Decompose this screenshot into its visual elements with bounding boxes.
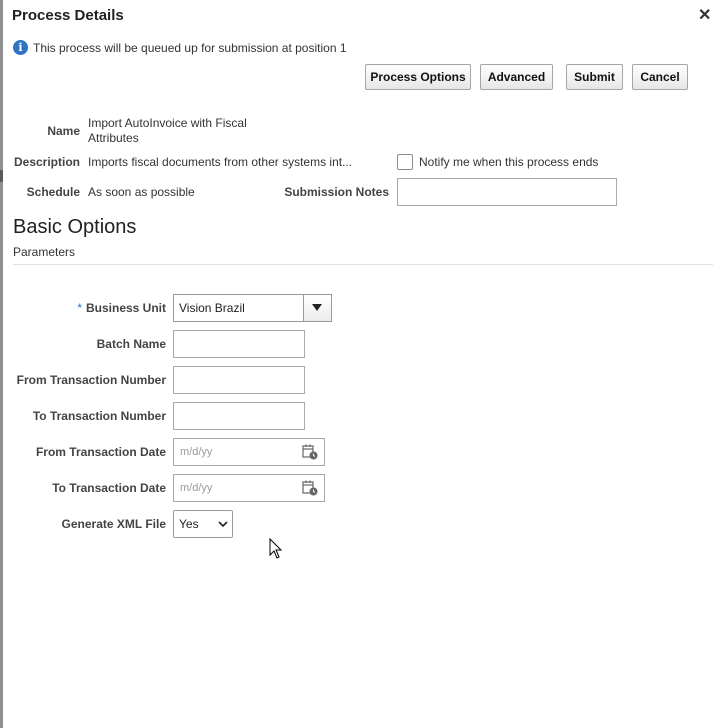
generate-xml-label: Generate XML File (61, 517, 166, 531)
from-transaction-number-label: From Transaction Number (16, 373, 166, 387)
submission-notes-label: Submission Notes (284, 185, 389, 199)
generate-xml-select[interactable] (173, 510, 233, 538)
notify-checkbox[interactable] (397, 154, 413, 170)
from-transaction-number-input[interactable] (173, 366, 305, 394)
business-unit-label-text: Business Unit (85, 301, 166, 315)
generate-xml-value: Yes (179, 517, 199, 531)
cancel-button[interactable]: Cancel (632, 64, 688, 90)
submit-button[interactable]: Submit (566, 64, 623, 90)
mouse-cursor-icon (269, 538, 283, 559)
to-transaction-number-label: To Transaction Number (32, 409, 166, 423)
calendar-icon[interactable] (301, 443, 319, 461)
dropdown-arrow-icon[interactable] (303, 295, 331, 321)
name-label: Name (47, 124, 80, 138)
basic-options-title: Basic Options (13, 216, 137, 238)
from-transaction-date-label: From Transaction Date (35, 445, 166, 459)
business-unit-select[interactable] (173, 294, 332, 322)
section-divider (13, 264, 713, 265)
name-value-line2: Attributes (88, 131, 139, 145)
to-transaction-date-input[interactable] (173, 474, 325, 502)
required-star: * (77, 301, 82, 315)
window-left-edge (0, 0, 3, 728)
to-transaction-date-label: To Transaction Date (52, 481, 166, 495)
description-value: Imports fiscal documents from other systems int... (88, 155, 353, 169)
chevron-down-icon (218, 521, 228, 528)
schedule-label: Schedule (26, 185, 80, 199)
business-unit-label (20, 301, 166, 315)
calendar-icon[interactable] (301, 479, 319, 497)
submission-notes-input[interactable] (397, 178, 617, 206)
notify-label: Notify me when this process ends (419, 155, 599, 169)
from-transaction-date-input[interactable] (173, 438, 325, 466)
from-date-placeholder: m/d/yy (180, 446, 213, 458)
info-message-row (13, 40, 347, 55)
to-date-placeholder: m/d/yy (180, 482, 213, 494)
description-label: Description (13, 155, 80, 169)
info-message: This process will be queued up for submission at position 1 (33, 40, 347, 55)
info-icon: i (13, 40, 28, 55)
process-options-button[interactable]: Process Options (365, 64, 471, 90)
window-edge-grip (0, 170, 3, 182)
dialog-title: Process Details (12, 7, 124, 24)
advanced-button[interactable]: Advanced (480, 64, 553, 90)
to-transaction-number-input[interactable] (173, 402, 305, 430)
batch-name-label: Batch Name (96, 337, 166, 351)
name-value-line1: Import AutoInvoice with Fiscal (88, 116, 247, 130)
parameters-subtitle: Parameters (13, 245, 76, 259)
batch-name-input[interactable] (173, 330, 305, 358)
close-icon[interactable]: ✕ (698, 7, 712, 24)
schedule-value: As soon as possible (88, 185, 195, 199)
business-unit-value: Vision Brazil (179, 301, 245, 315)
